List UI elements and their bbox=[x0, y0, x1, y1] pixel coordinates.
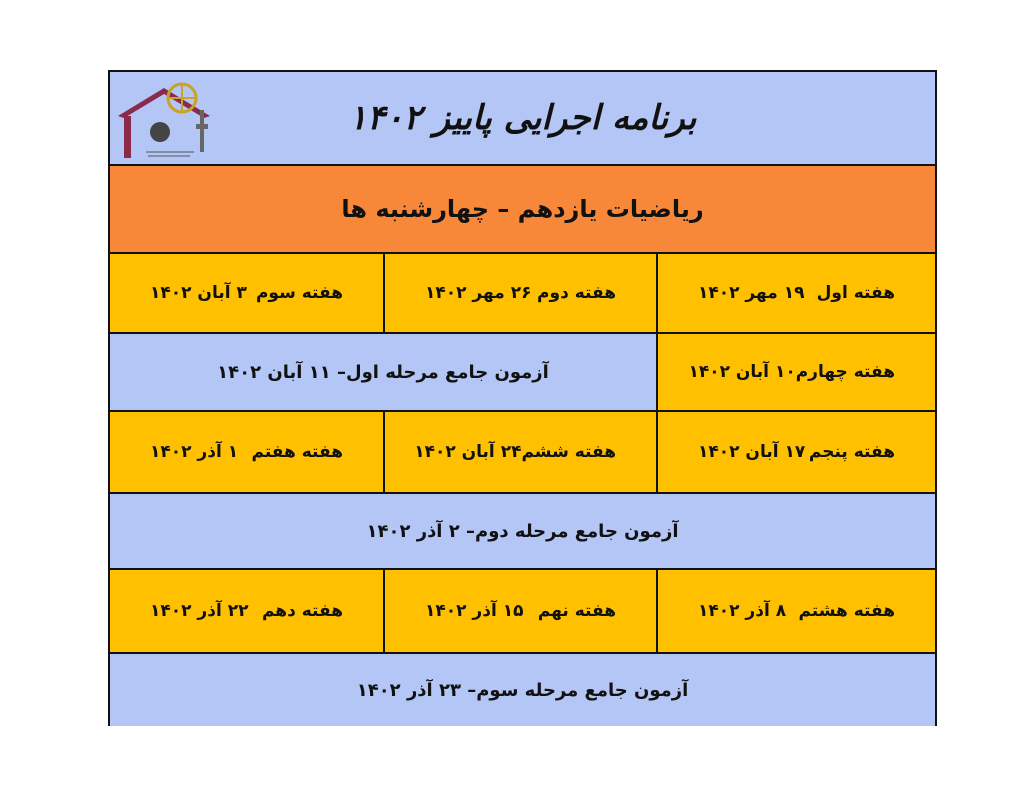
week-cell bbox=[658, 254, 935, 332]
week-date: ۲۴ آبان ۱۴۰۲ bbox=[414, 442, 522, 462]
week-label: هفته چهارم bbox=[795, 362, 895, 382]
week-label: هفته اول bbox=[816, 283, 895, 303]
week-cell bbox=[658, 334, 935, 410]
week-cell bbox=[110, 412, 383, 492]
week-row bbox=[110, 412, 935, 494]
week-label: هفته پنجم bbox=[808, 442, 895, 462]
week-label: هفته هفتم bbox=[251, 442, 343, 462]
week-exam-row bbox=[110, 334, 935, 412]
week-cell bbox=[383, 254, 658, 332]
week-row bbox=[110, 570, 935, 654]
week-date: ۱ آذر ۱۴۰۲ bbox=[150, 442, 239, 462]
week-date: ۱۵ آذر ۱۴۰۲ bbox=[425, 601, 524, 621]
week-date: ۲۶ مهر ۱۴۰۲ bbox=[425, 283, 532, 303]
week-cell bbox=[383, 570, 658, 652]
week-cell bbox=[110, 254, 383, 332]
week-cell bbox=[110, 570, 383, 652]
week-label: هفته سوم bbox=[255, 283, 343, 303]
institute-logo-icon bbox=[112, 76, 216, 162]
week-date: ۱۰ آبان ۱۴۰۲ bbox=[688, 362, 796, 382]
week-date: ۲۲ آذر ۱۴۰۲ bbox=[150, 601, 249, 621]
subtitle-row bbox=[110, 166, 935, 254]
page-title: برنامه اجرایی پاییز ۱۴۰۲ bbox=[348, 98, 697, 138]
schedule-table bbox=[108, 70, 937, 726]
course-subtitle: ریاضیات یازدهم – چهارشنبه ها bbox=[341, 195, 704, 223]
exam-row bbox=[110, 494, 935, 570]
week-date: ۸ آذر ۱۴۰۲ bbox=[698, 601, 787, 621]
week-cell bbox=[658, 570, 935, 652]
week-label: هفته نهم bbox=[537, 601, 616, 621]
week-label: هفته هشتم bbox=[798, 601, 895, 621]
exam-row bbox=[110, 654, 935, 726]
week-row bbox=[110, 254, 935, 334]
exam-cell bbox=[110, 334, 658, 410]
week-cell bbox=[658, 412, 935, 492]
exam-label: آزمون جامع مرحله سوم– ۲۳ آذر ۱۴۰۲ bbox=[356, 679, 689, 701]
week-date: ۱۹ مهر ۱۴۰۲ bbox=[698, 283, 805, 303]
week-label: هفته دوم bbox=[537, 283, 616, 303]
title-row bbox=[110, 72, 935, 166]
week-label: هفته دهم bbox=[261, 601, 343, 621]
exam-label: آزمون جامع مرحله اول– ۱۱ آبان ۱۴۰۲ bbox=[217, 361, 549, 383]
week-date: ۳ آبان ۱۴۰۲ bbox=[150, 283, 247, 303]
week-date: ۱۷ آبان ۱۴۰۲ bbox=[698, 442, 806, 462]
week-label: هفته ششم bbox=[521, 442, 616, 462]
week-cell bbox=[383, 412, 658, 492]
exam-label: آزمون جامع مرحله دوم– ۲ آذر ۱۴۰۲ bbox=[366, 520, 679, 542]
